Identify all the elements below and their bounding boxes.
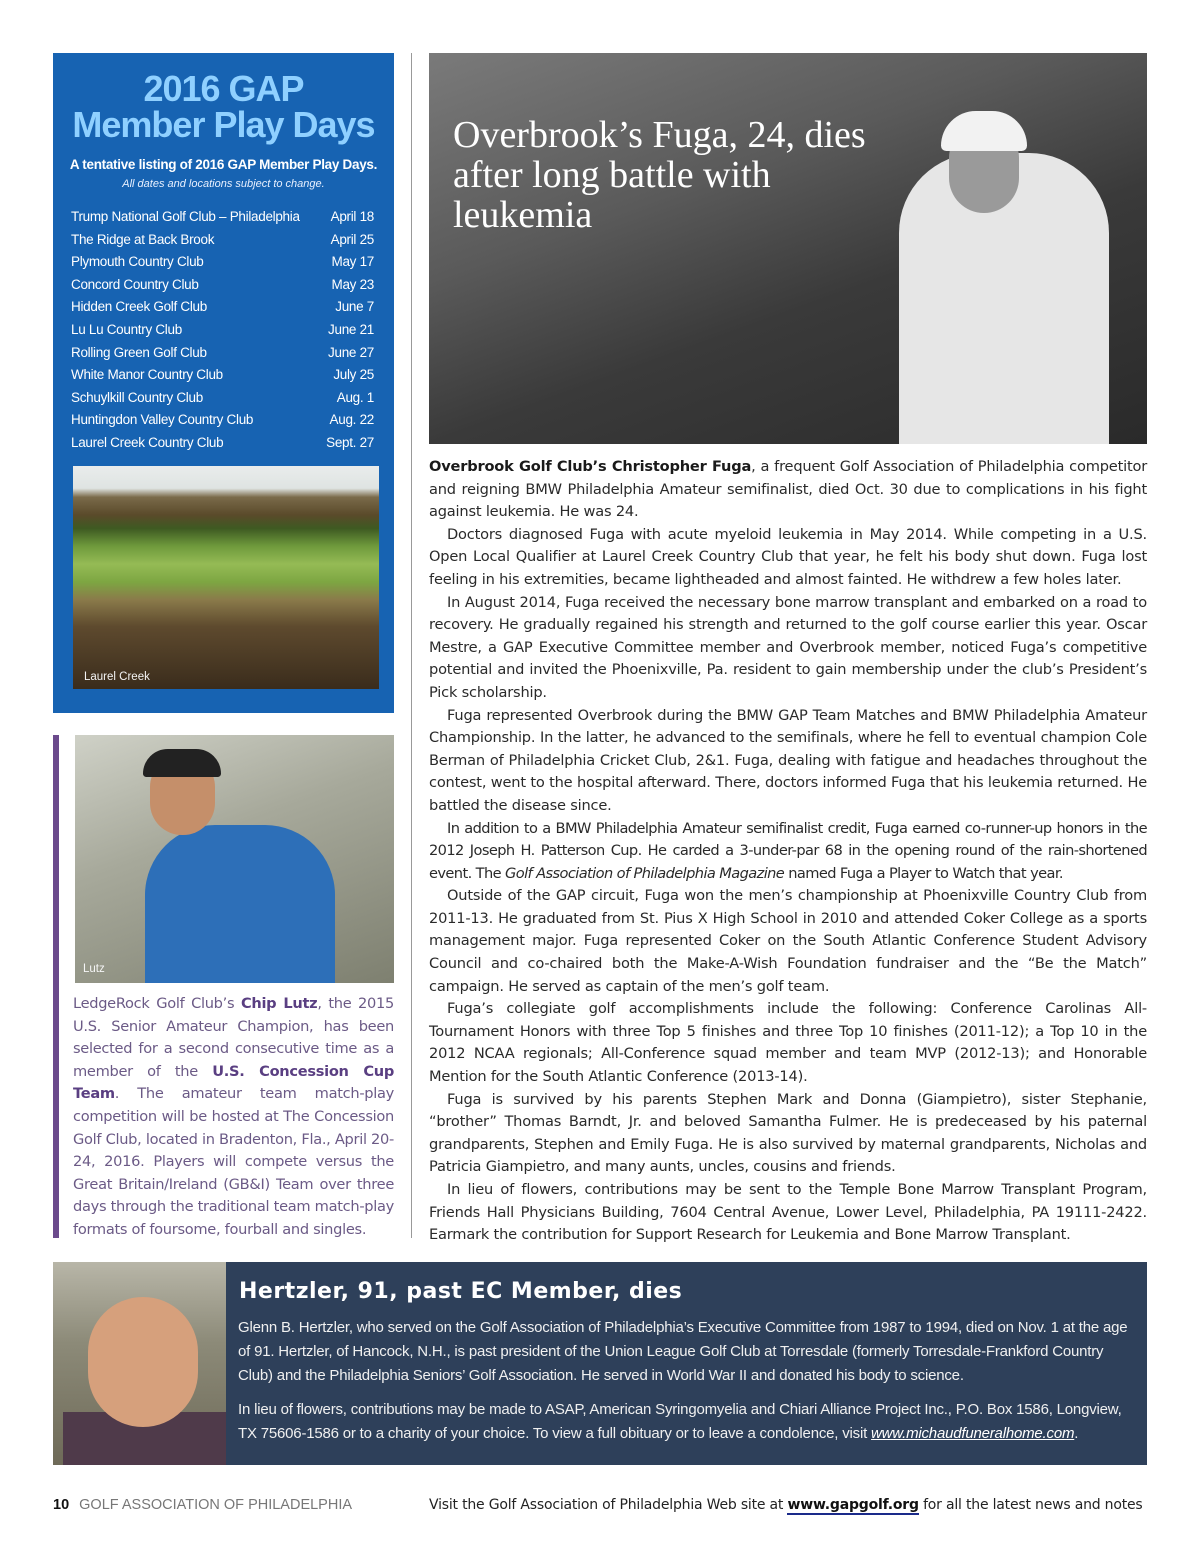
play-day-club: Plymouth Country Club	[71, 254, 204, 270]
play-day-item	[71, 342, 374, 365]
fuga-article	[429, 456, 1147, 1247]
play-day-club: Trump National Golf Club – Philadelphia	[71, 209, 300, 224]
play-day-club: Lu Lu Country Club	[71, 321, 182, 337]
play-day-club: Laurel Creek Country Club	[71, 434, 224, 450]
play-day-date: Aug. 1	[336, 389, 374, 405]
play-day-club: Rolling Green Golf Club	[71, 344, 207, 360]
play-day-club: The Ridge at Back Brook	[71, 231, 215, 247]
article-paragraph: Fuga is survived by his parents Stephen Mark and Donna (Giampietro), sister Stephanie, “brother” Thomas Barndt, Jr. and beloved Samantha Fulmer. He is predeceased by his paternal grandparents, Stephen and Emily Fuga. He is also survived by maternal grandparents, Nicholas and Patricia Giampietro, and many aunts, uncles, cousins and friends.	[429, 1090, 1147, 1176]
play-day-date: July 25	[333, 367, 374, 383]
article-lead-name: Overbrook Golf Club’s Christopher Fuga	[429, 458, 752, 475]
article-paragraph: Fuga’s collegiate golf accomplishments include the following: Conference Carolinas All-Tournament Honors with three Top 5 finishes and three Top 10 finishes (2011-12); a Top 10 in the 2012 NCAA regionals; All-Conference squad member and team MVP (2012-13); and Honorable Mention for the South Atlantic Conference (2013-14).	[429, 1000, 1147, 1086]
play-day-item	[71, 296, 374, 319]
hertzler-text	[238, 1316, 1130, 1456]
fuga-headline: Overbrook’s Fuga, 24, dies after long battle with leukemia	[453, 114, 866, 236]
hertzler-headline: Hertzler, 91, past EC Member, dies	[239, 1279, 683, 1304]
lutz-photo	[75, 735, 394, 983]
play-day-date: Sept. 27	[326, 434, 374, 450]
play-day-date: June 27	[328, 344, 374, 360]
footer-right: Visit the Golf Association of Philadelphia Web site at www.gapgolf.org for all the latest news and notes	[429, 1497, 1143, 1513]
play-days-subtitle: A tentative listing of 2016 GAP Member Play Days.	[69, 157, 378, 172]
photo-caption: Laurel Creek	[84, 671, 150, 683]
lutz-story: LedgeRock Golf Club’s Chip Lutz, the 2015 U.S. Senior Amateur Champion, has been selected for a second consecutive time as a member of the U.S. Concession Cup Team. The amateur team match-play competition will be hosted at The Concession Golf Club, located in Bradenton, Fla., April 20-24, 2016. Players will compete versus the Great Britain/Ireland (GB&I) Team over three days through the traditional team match-play formats of foursome, fourball and singles.	[73, 995, 394, 1238]
play-day-item	[71, 251, 374, 274]
hertzler-paragraph: Glenn B. Hertzler, who served on the Golf Association of Philadelphia’s Executive Committee from 1987 to 1994, died on Nov. 1 at the age of 91. Hertzler, of Hancock, N.H., is past president of the Union League Golf Club at Torresdale (formerly Torresdale-Frankford Country Club) and the Philadelphia Seniors’ Golf Association. He served in World War II and donated his body to science.	[238, 1319, 1128, 1384]
play-days-list	[71, 206, 374, 455]
hertzler-panel	[53, 1262, 1147, 1465]
play-days-note: All dates and locations subject to change.	[122, 178, 325, 190]
article-paragraph: Overbrook Golf Club’s Christopher Fuga, a frequent Golf Association of Philadelphia competitor and reigning BMW Philadelphia Amateur semifinalist, died Oct. 30 due to complications in his fight against leukemia. He was 24.	[429, 458, 1147, 521]
play-day-date: May 17	[331, 254, 374, 270]
column-divider	[411, 53, 412, 1238]
play-day-item	[71, 432, 374, 455]
fuga-photo	[429, 53, 1147, 444]
play-day-date: Aug. 22	[329, 412, 374, 428]
play-day-club: Hidden Creek Golf Club	[71, 299, 207, 315]
play-day-date: April 18	[330, 209, 374, 224]
play-days-title: 2016 GAP Member Play Days	[72, 68, 375, 145]
article-paragraph: In lieu of flowers, contributions may be sent to the Temple Bone Marrow Transplant Program, Friends Hall Physicians Building, 7604 Central Avenue, Lower Level, Philadelphia, PA 19111-2422. Earmark the contribution for Support Research for Leukemia and Bone Marrow Transplant.	[429, 1181, 1147, 1244]
golfer-cap	[143, 749, 221, 777]
laurel-creek-photo	[73, 466, 379, 689]
play-day-date: June 7	[335, 299, 374, 315]
play-day-item	[71, 206, 374, 229]
article-paragraph: Fuga represented Overbrook during the BMW GAP Team Matches and BMW Philadelphia Amateur Championship. In the latter, he advanced to the semifinals, where he fell to eventual champion Cole Berman of Philadelphia Cricket Club, 2&1. Fuga, dealing with fatigue and headaches throughout the contest, went to the hospital afterward. There, doctors informed Fuga that his leukemia returned. He battled the disease since.	[429, 706, 1147, 814]
golfer-cap	[941, 111, 1027, 151]
hertzler-photo	[53, 1262, 226, 1465]
gapgolf-link[interactable]: www.gapgolf.org	[787, 1497, 919, 1513]
photo-caption: Lutz	[83, 963, 105, 975]
play-day-item	[71, 319, 374, 342]
play-days-panel	[53, 53, 394, 713]
lutz-accent-bar	[53, 735, 59, 1238]
play-day-date: May 23	[331, 276, 374, 292]
play-day-club: Huntingdon Valley Country Club	[71, 412, 254, 428]
article-paragraph: Doctors diagnosed Fuga with acute myeloid leukemia in May 2014. While competing in a U.S. Open Local Qualifier at Laurel Creek Country Club that year, he felt his body shut down. Fuga lost feeling in his extremities, became lightheaded and almost fainted. He withdrew a few holes later.	[429, 525, 1147, 588]
article-paragraph: In August 2014, Fuga received the necessary bone marrow transplant and embarked on a road to recovery. He gradually regained his strength and returned to the golf course earlier this year. Oscar Mestre, a GAP Executive Committee member and Overbrook member, noticed Fuga’s competitive potential and invited the Phoenixville, Pa. resident to gain membership under the club’s President’s Pick scholarship.	[429, 593, 1147, 701]
lutz-name: Chip Lutz	[240, 995, 318, 1012]
publication-name: GOLF ASSOCIATION OF PHILADELPHIA	[79, 1497, 353, 1513]
article-paragraph: In addition to a BMW Philadelphia Amateur semifinalist credit, Fuga earned co-runner-up honors in the 2012 Joseph H. Patterson Cup. He carded a 3-under-par 68 in the opening round of the rain-shortened event. The Golf Association of Philadelphia Magazine named Fuga a Player to Watch that year.	[429, 819, 1147, 882]
concession-cup-team: U.S. Concession Cup Team	[73, 1062, 394, 1103]
play-day-item	[71, 387, 374, 410]
play-day-date: June 21	[328, 321, 374, 337]
article-paragraph: Outside of the GAP circuit, Fuga won the men’s championship at Phoenixville Country Club from 2011-13. He graduated from St. Pius X High School in 2010 and attended Coker College as a sports management major. Fuga represented Coker on the South Atlantic Conference Student Advisory Council and co-chaired both the Make-A-Wish Foundation fundraiser and the “Be the Match” campaign. He served as captain of the men’s golf team.	[429, 887, 1147, 995]
play-day-item	[71, 274, 374, 297]
play-day-club: White Manor Country Club	[71, 367, 223, 383]
play-day-item	[71, 229, 374, 252]
play-day-item	[71, 364, 374, 387]
footer-left	[53, 1497, 352, 1513]
play-day-item	[71, 409, 374, 432]
play-day-club: Concord Country Club	[71, 276, 199, 292]
play-day-date: April 25	[330, 231, 374, 247]
golfer-shirt	[145, 825, 335, 983]
hertzler-paragraph: In lieu of flowers, contributions may be made to ASAP, American Syringomyelia and Chiari Alliance Project Inc., P.O. Box 1586, Longview, TX 75606-1586 or to a charity of your choice. To view a full obituary or to leave a condolence, visit www.michaudfuneralhome.com.	[238, 1401, 1122, 1442]
funeral-home-link[interactable]: www.michaudfuneralhome.com	[871, 1425, 1075, 1442]
page-number: 10	[53, 1497, 70, 1513]
play-day-club: Schuylkill Country Club	[71, 389, 203, 405]
face	[88, 1297, 198, 1427]
